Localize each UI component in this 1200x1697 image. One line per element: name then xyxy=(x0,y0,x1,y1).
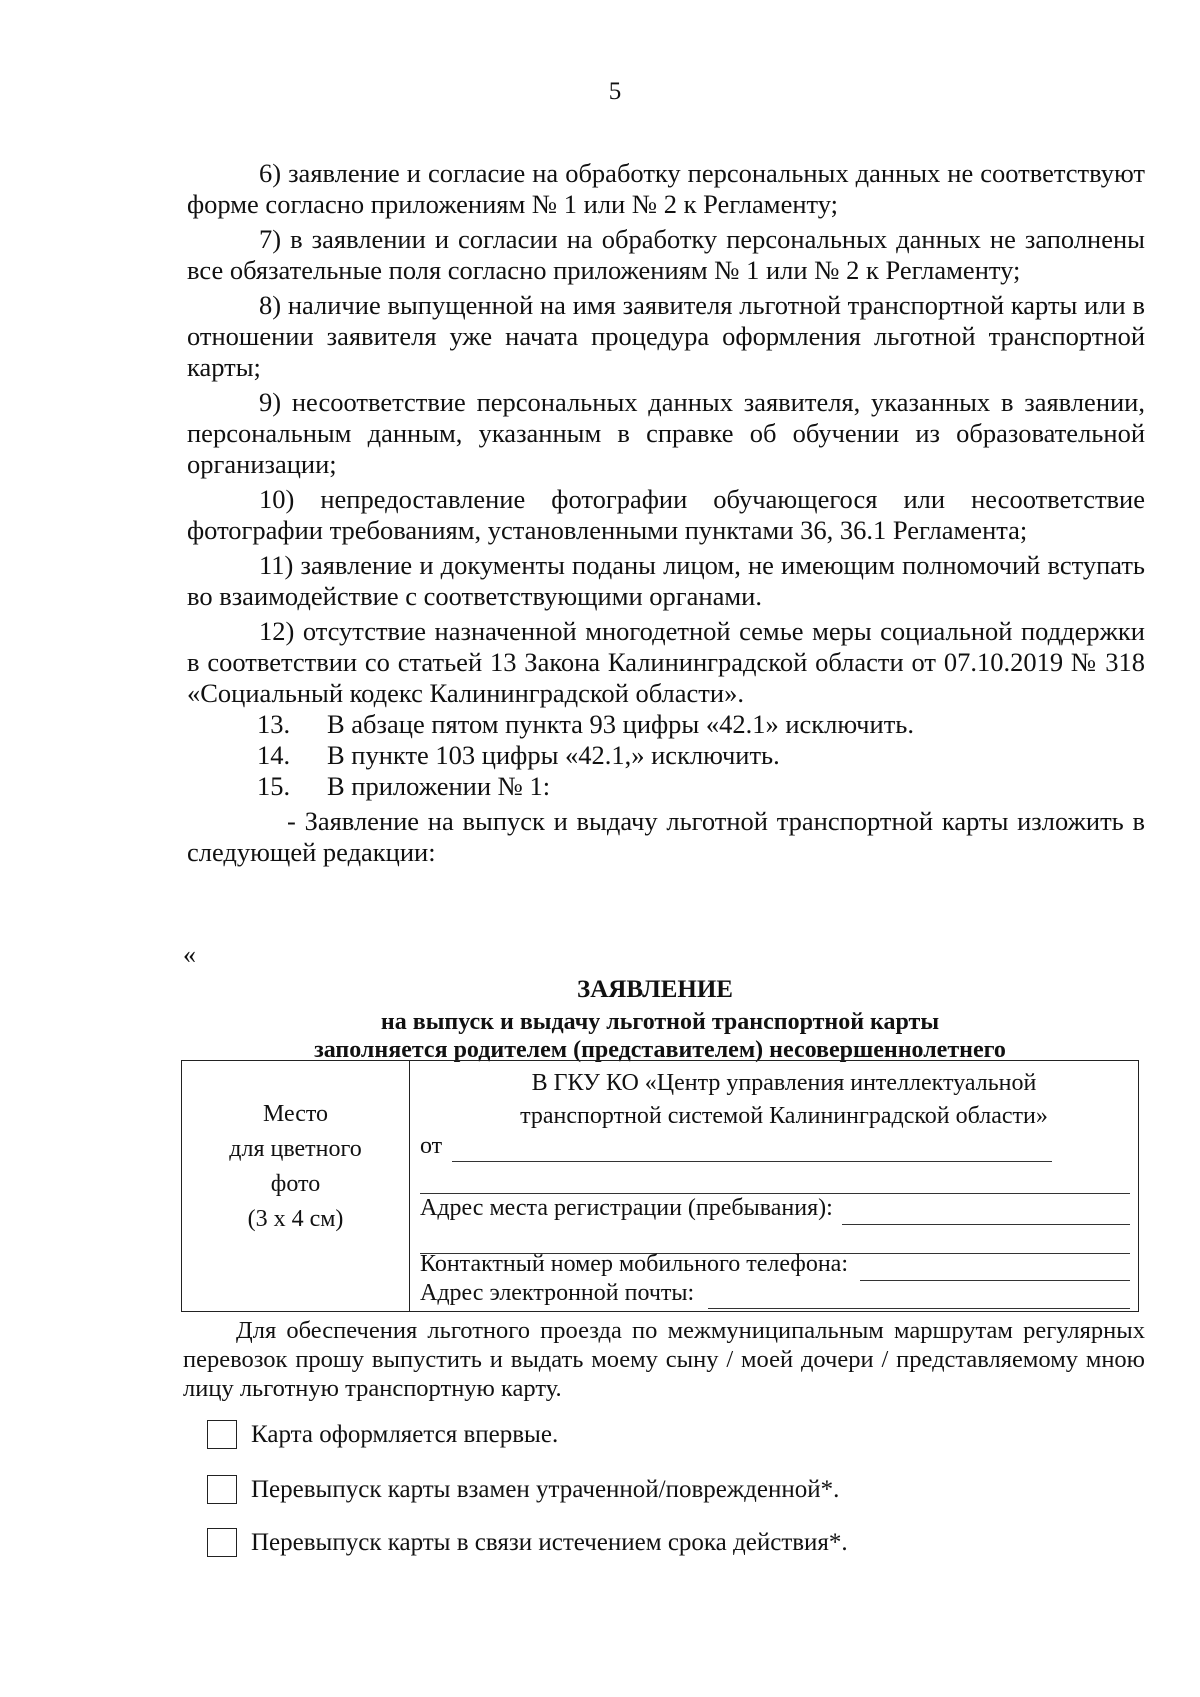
option-label: Перевыпуск карты взамен утраченной/поврежденной*. xyxy=(251,1475,840,1503)
from-field[interactable] xyxy=(452,1135,1052,1162)
address-label: Адрес места регистрации (пребывания): xyxy=(420,1195,833,1221)
phone-label: Контактный номер мобильного телефона: xyxy=(420,1251,848,1277)
list-item-7: 7) в заявлении и согласии на обработку персональных данных не заполнены все обязательные поля согласно приложениям № 1 или № 2 к Регламенту; xyxy=(187,224,1145,285)
option-label: Карта оформляется впервые. xyxy=(251,1420,559,1448)
statement-text: Для обеспечения льготного проезда по межмуниципальным маршрутам регулярных перевозок прошу выпустить и выдать моему сыну / моей дочери / представляемому мною лицу льготную транспортную карту. xyxy=(183,1317,1145,1402)
item-text: В пункте 103 цифры «42.1,» исключить. xyxy=(327,740,780,770)
address-field[interactable] xyxy=(842,1198,1130,1225)
dash-item: - Заявление на выпуск и выдачу льготной транспортной карты изложить в следующей редакции: xyxy=(187,806,1145,867)
recipient-org-line-1: В ГКУ КО «Центр управления интеллектуальной xyxy=(531,1070,1037,1096)
phone-field[interactable] xyxy=(860,1254,1130,1281)
numbered-item-14 xyxy=(187,740,1145,771)
recipient-cell xyxy=(410,1061,1138,1311)
photo-placeholder xyxy=(182,1061,410,1311)
item-text: В абзаце пятом пункта 93 цифры «42.1» исключить. xyxy=(327,709,914,739)
option-reissue-expired[interactable] xyxy=(207,1528,848,1557)
photo-line-1: Место xyxy=(262,1101,329,1127)
item-number: 14. xyxy=(257,740,291,770)
option-first-issue[interactable] xyxy=(207,1420,558,1449)
email-label: Адрес электронной почты: xyxy=(420,1280,695,1306)
photo-line-2: для цветного xyxy=(229,1136,362,1162)
application-form-table xyxy=(181,1060,1139,1312)
document-body xyxy=(187,158,1145,868)
page-number: 5 xyxy=(608,78,622,105)
item-text: В приложении № 1: xyxy=(327,771,551,801)
list-item-9: 9) несоответствие персональных данных заявителя, указанных в заявлении, персональным данным, указанным в справке об обучении из образовательной организации; xyxy=(187,387,1145,479)
form-subtitle-filled-by: заполняется родителем (представителем) несовершеннолетнего xyxy=(314,1037,1006,1063)
list-item-11: 11) заявление и документы поданы лицом, не имеющим полномочий вступать во взаимодействие с соответствующими органами. xyxy=(187,550,1145,611)
numbered-item-13 xyxy=(187,709,1145,740)
checkbox[interactable] xyxy=(207,1420,237,1449)
from-field-line-2[interactable] xyxy=(420,1167,1130,1194)
from-label: от xyxy=(420,1133,443,1159)
checkbox[interactable] xyxy=(207,1528,237,1557)
opening-quote: « xyxy=(183,940,196,969)
item-number: 15. xyxy=(257,771,291,801)
recipient-org-line-2: транспортной системой Калининградской области» xyxy=(520,1103,1048,1129)
form-subtitle: на выпуск и выдачу льготной транспортной карты xyxy=(380,1009,940,1035)
option-reissue-lost[interactable] xyxy=(207,1475,839,1504)
list-item-6: 6) заявление и согласие на обработку персональных данных не соответствуют форме согласно приложениям № 1 или № 2 к Регламенту; xyxy=(187,158,1145,219)
item-number: 13. xyxy=(257,709,291,739)
checkbox[interactable] xyxy=(207,1475,237,1504)
list-item-10: 10) непредоставление фотографии обучающегося или несоответствие фотографии требованиям, установленными пунктами 36, 36.1 Регламента; xyxy=(187,484,1145,545)
email-field[interactable] xyxy=(708,1282,1130,1309)
option-label: Перевыпуск карты в связи истечением срока действия*. xyxy=(251,1528,848,1556)
list-item-12: 12) отсутствие назначенной многодетной семье меры социальной поддержки в соответствии со статьей 13 Закона Калининградской области от 07.10.2019 № 318 «Социальный кодекс Калининградской области». xyxy=(187,616,1145,708)
form-title: ЗАЯВЛЕНИЕ xyxy=(577,976,733,1003)
list-item-8: 8) наличие выпущенной на имя заявителя льготной транспортной карты или в отношении заявителя уже начата процедура оформления льготной транспортной карты; xyxy=(187,290,1145,382)
photo-line-3: фото xyxy=(270,1171,321,1197)
photo-line-4: (3 х 4 см) xyxy=(247,1206,344,1232)
numbered-item-15 xyxy=(187,771,1145,802)
